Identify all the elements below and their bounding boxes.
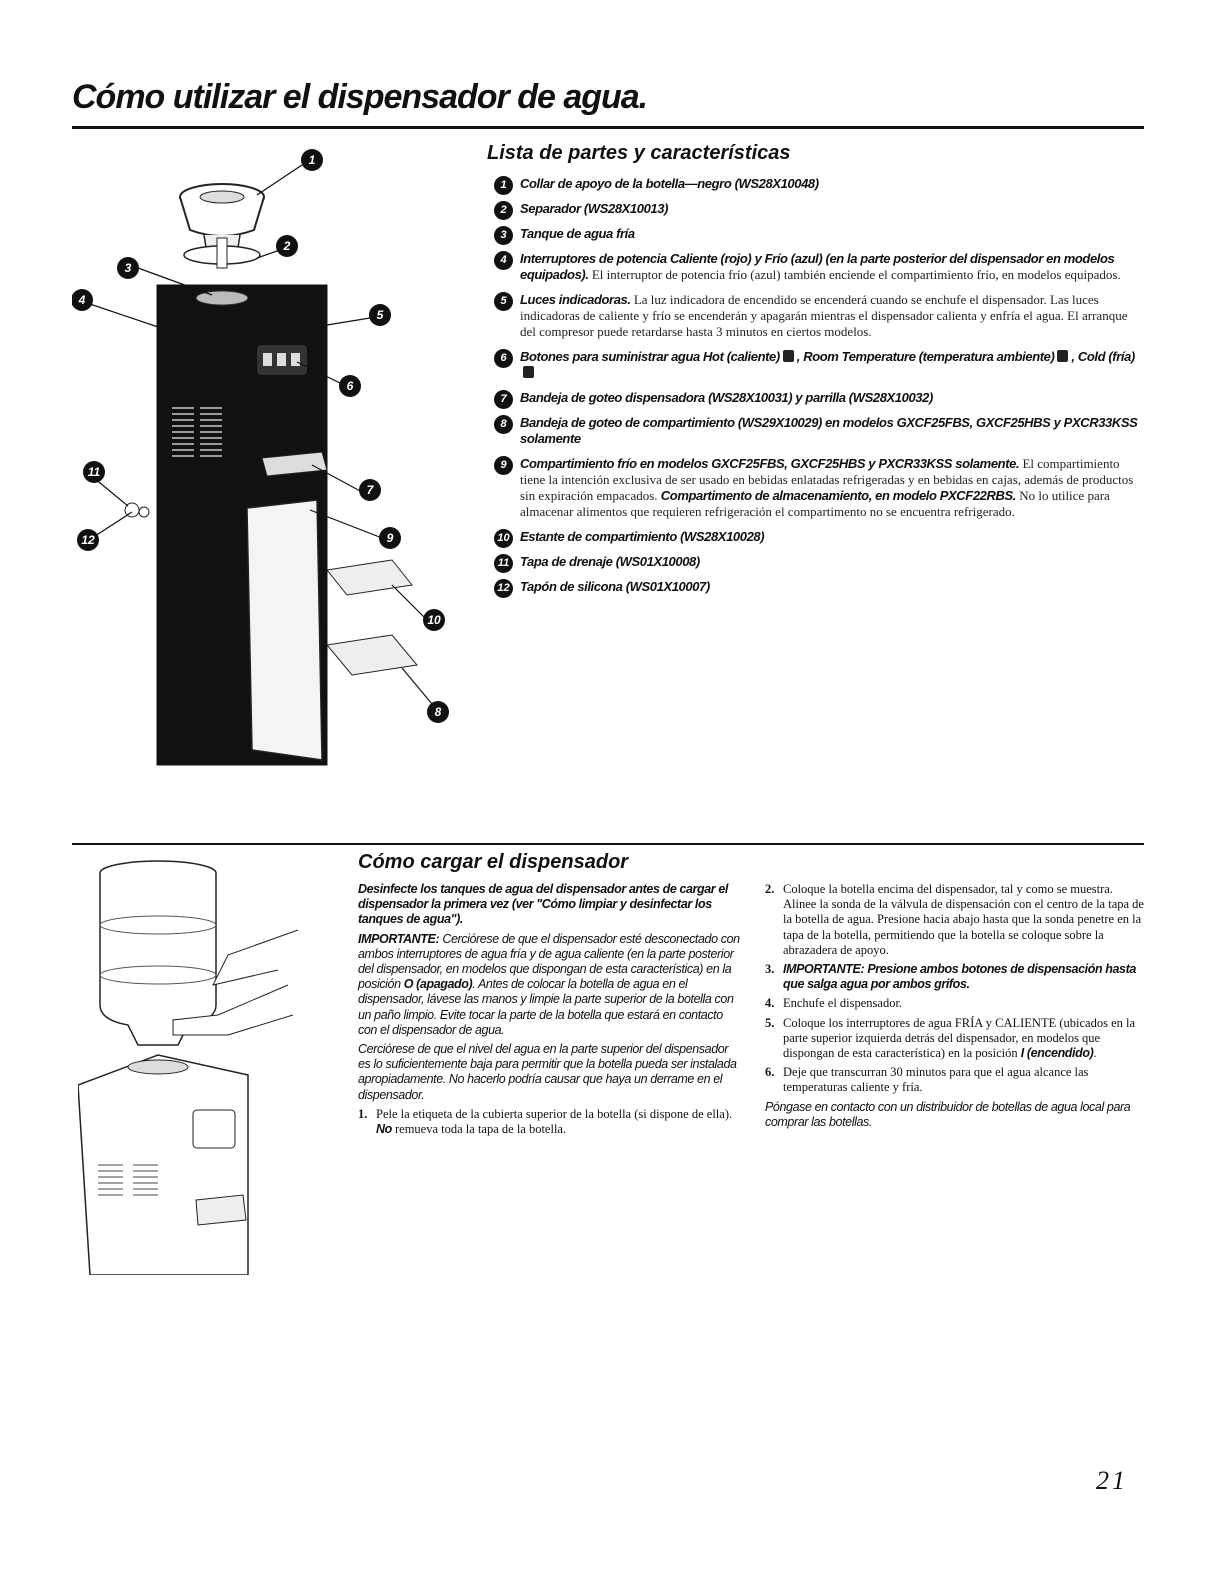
part-item-7	[494, 390, 1146, 406]
part-title: Tapa de drenaje (WS01X10008)	[520, 554, 700, 569]
part-item-1	[494, 176, 1146, 192]
part-item-6	[494, 349, 1146, 381]
part-number: 1	[494, 176, 513, 195]
part-title: Estante de compartimiento (WS28X10028)	[520, 529, 765, 544]
part-title-c: , Cold (fría)	[1071, 349, 1135, 364]
part-item-8	[494, 415, 1146, 447]
distributor-note: Póngase en contacto con un distribuidor de botellas de agua local para comprar las botellas.	[765, 1099, 1131, 1129]
step-3	[765, 962, 1145, 992]
part-item-11	[494, 554, 1146, 570]
part-title: Collar de apoyo de la botella—negro (WS28X10048)	[520, 176, 819, 191]
step-emphasis: IMPORTANTE: Presione ambos botones de dispensación hasta que salga agua por ambos grifos.	[783, 962, 1136, 992]
callout-8: 8	[434, 705, 442, 719]
step-5	[765, 1016, 1145, 1062]
part-description: El interruptor de potencia frío (azul) también enciende el compartimiento frío, en modelos equipados.	[588, 267, 1121, 282]
page-number: 21	[1096, 1466, 1128, 1495]
important-label: IMPORTANTE:	[358, 931, 440, 946]
parts-list	[494, 176, 1146, 604]
callout-9: 9	[386, 531, 394, 545]
part-number: 11	[494, 554, 513, 573]
part-item-2	[494, 201, 1146, 217]
part-description-2: No lo utilice para almacenar alimentos que requieren refrigeración el compartimento no se encuentra refrigerado.	[520, 488, 1110, 519]
parts-heading: Lista de partes y características	[487, 142, 791, 164]
part-title: Separador (WS28X10013)	[520, 201, 668, 216]
page-title: Cómo utilizar el dispensador de agua.	[72, 78, 648, 116]
part-number: 7	[494, 390, 513, 409]
step-6	[765, 1065, 1145, 1095]
callout-5: 5	[376, 308, 384, 322]
sanitize-warning: Desinfecte los tanques de agua del dispensador antes de cargar el dispensador la primera vez (ver "Cómo limpiar y desinfectar los tanques de agua").	[358, 882, 728, 927]
part-title: Botones para suministrar agua Hot (caliente)	[520, 349, 780, 364]
part-item-4	[494, 251, 1146, 283]
callout-6: 6	[346, 379, 354, 393]
part-title-b: , Room Temperature (temperatura ambiente)	[796, 349, 1055, 364]
loading-column-1	[358, 882, 742, 1141]
part-item-3	[494, 226, 1146, 242]
hot-button-icon	[783, 350, 794, 362]
part-item-9	[494, 456, 1146, 520]
part-number: 9	[494, 456, 513, 475]
callout-3: 3	[124, 261, 132, 275]
part-item-5	[494, 292, 1146, 340]
callout-10: 10	[427, 613, 441, 627]
part-description: La luz indicadora de encendido se encenderá cuando se enchufe el dispensador. Las luces indicadoras de caliente y frío se encenderán y apagarán mientras el dispensador calienta y enfría el agua. El arranque del compresor puede retardarse hasta 3 minutos en ciertos modelos.	[520, 292, 1128, 339]
step-text: Deje que transcurran 30 minutos para que el agua alcance las temperaturas caliente y fría.	[783, 1065, 1089, 1095]
part-title: Bandeja de goteo dispensadora (WS28X10031) y parrilla (WS28X10032)	[520, 390, 933, 405]
step-text-end: remueva toda la tapa de la botella.	[391, 1122, 567, 1137]
step-text-end: .	[1093, 1046, 1097, 1061]
step-4	[765, 996, 1145, 1011]
section-rule	[72, 843, 1144, 845]
step-text: Coloque los interruptores de agua FRÍA y CALIENTE (ubicados en la parte superior izquierda detrás del dispensador, en modelos que dispongan de esta característica) en la posición	[783, 1015, 1136, 1061]
part-item-12	[494, 579, 1146, 595]
part-number: 10	[494, 529, 513, 548]
step-number: 5.	[765, 1015, 775, 1030]
part-description: El compartimiento tiene la intención exclusiva de ser usado en bebidas enlatadas refrigeradas y en bebidas en cajas, además de productos sin expiración empacados.	[520, 456, 1134, 503]
loading-column-2	[765, 882, 1145, 1134]
step-emphasis: I (encendido)	[1020, 1046, 1094, 1061]
important-text-2: . Antes de colocar la botella de agua en el dispensador, lávese las manos y limpie la parte superior de la botella con un paño limpio. Evite tocar la parte de la botella que estará en contacto con el dispensador de agua.	[358, 977, 734, 1037]
cold-button-icon	[523, 366, 534, 378]
step-text: Coloque la botella encima del dispensador, tal y como se muestra. Alinee la sonda de la válvula de dispensación con el centro de la tapa de la botella de agua. Presione hacia abajo hasta que la sonda penetre en la tapa de la botella, permitiendo que la botella se coloque sobre la abrazadera de apoyo.	[783, 882, 1144, 957]
callout-11: 11	[87, 465, 101, 479]
callout-4: 4	[78, 293, 86, 307]
step-emphasis: No	[376, 1122, 392, 1137]
room-temp-button-icon	[1057, 350, 1068, 362]
off-label: O (apagado)	[403, 977, 473, 992]
callout-12: 12	[81, 533, 95, 547]
step-text: Enchufe el dispensador.	[783, 996, 903, 1011]
part-title: Interruptores de potencia Caliente (rojo) y Frío (azul) (en la parte posterior del dispensador en modelos equipados).	[520, 251, 1115, 282]
step-text: Pele la etiqueta de la cubierta superior de la botella (si dispone de ella).	[376, 1106, 733, 1121]
part-title: Luces indicadoras.	[520, 292, 631, 307]
important-text: Cerciórese de que el dispensador esté desconectado con ambos interruptores de agua fría y de agua caliente (en la parte posterior del dispensador, en modelos que dispongan de esta característica) en la posición	[358, 931, 740, 992]
callout-1: 1	[308, 153, 316, 167]
part-title: Compartimiento frío en modelos GXCF25FBS, GXCF25HBS y PXCR33KSS solamente.	[520, 456, 1020, 471]
part-title: Tapón de silicona (WS01X10007)	[520, 579, 710, 594]
part-number: 6	[494, 349, 513, 368]
step-2	[765, 882, 1145, 958]
important-note	[358, 932, 742, 1038]
part-number: 8	[494, 415, 513, 434]
step-1	[358, 1107, 742, 1137]
part-item-10	[494, 529, 1146, 545]
part-number: 5	[494, 292, 513, 311]
step-number: 4.	[765, 996, 775, 1011]
part-number: 3	[494, 226, 513, 245]
part-number: 2	[494, 201, 513, 220]
callout-7: 7	[366, 483, 374, 497]
part-number: 12	[494, 579, 513, 598]
step-number: 2.	[765, 882, 775, 896]
part-subtitle: Compartimento de almacenamiento, en modelo PXCF22RBS.	[660, 488, 1016, 503]
callout-2: 2	[283, 239, 291, 253]
dispenser-parts-illustration	[72, 140, 472, 780]
step-number: 3.	[765, 962, 775, 977]
part-number: 4	[494, 251, 513, 270]
step-number: 1.	[358, 1106, 368, 1121]
water-level-note: Cerciórese de que el nivel del agua en la parte superior del dispensador es lo suficientemente baja para permitir que la botella pueda ser instalada apropiadamente. No hacerlo podría causar que haya un derrame en el dispensador.	[358, 1042, 737, 1102]
part-title: Tanque de agua fría	[520, 226, 635, 241]
part-title: Bandeja de goteo de compartimiento (WS29X10029) en modelos GXCF25FBS, GXCF25HBS y PXCR33KSS solamente	[520, 415, 1138, 446]
loading-heading: Cómo cargar el dispensador	[358, 851, 629, 873]
top-rule	[72, 126, 1144, 129]
step-number: 6.	[765, 1065, 775, 1080]
bottle-loading-illustration	[78, 855, 328, 1275]
